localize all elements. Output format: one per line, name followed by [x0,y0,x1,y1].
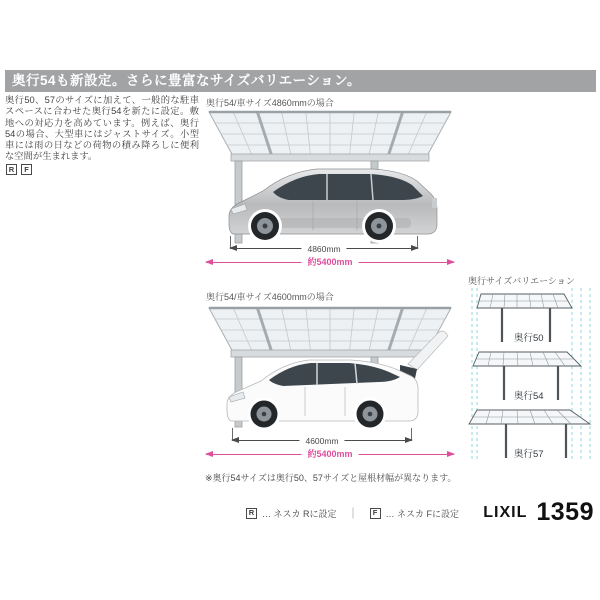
wheel-rear [357,401,384,428]
variation-label-54: 奥行54 [514,391,544,402]
diagram1-caption: 奥行54/車サイズ4860mmの場合 [206,98,334,108]
diagram2-carport-wagon [205,302,455,434]
dimension-car-length-2 [232,436,412,446]
intro-text: 奥行50、57のサイズに加えて、一般的な駐車スペースに合わせた奥行54を新たに設定。敷地への対応力を高めています。例えば、奥行54の場合、大型車にはジャストサイズ。小型車には雨の日などの荷物の積み降ろしに便利な空間が生まれます。 [5,95,199,162]
variation-label-50: 奥行50 [514,333,544,344]
lixil-logo: LIXIL [483,503,528,521]
roof-type-legend [246,505,459,521]
diagram2-caption: 奥行54/車サイズ4600mmの場合 [206,292,334,302]
wheel-rear [365,212,393,240]
page-number: 1359 [536,498,594,526]
legend-text-r: … ネスカ Rに設定 [262,508,337,519]
dimension-car-length-1 [230,244,418,254]
section-banner [5,70,596,92]
depth-guide-lines [472,288,590,462]
footer-brand [483,498,594,527]
legend-badge-r: R [246,508,257,519]
badge-nesca-r: R [6,164,17,175]
variation-label-57: 奥行57 [514,449,544,460]
carport-roof [209,112,451,161]
footnote: ※奥行54サイズは奥行50、57サイズと屋根材幅が異なります。 [205,473,457,483]
car-length-value-2: 4600mm [299,435,344,447]
wheel-front [251,212,279,240]
legend-badge-f: F [370,508,381,519]
section-title: 奥行54も新設定。さらに豊富なサイズバリエーション。 [12,73,362,88]
diagram1-carport-minivan [205,106,455,248]
roof-type-badges [6,164,32,175]
total-length-value-1: 約5400mm [301,256,358,268]
minivan-illustration [229,169,437,243]
total-length-value-2: 約5400mm [301,448,358,460]
dimension-total-length-2 [206,449,454,459]
dimension-total-length-1 [206,257,454,267]
legend-text-f: … ネスカ Fに設定 [385,508,460,519]
wheel-front [251,401,278,428]
legend-separator: ｜ [347,508,359,520]
variation-title: 奥行サイズバリエーション [468,276,575,286]
car-length-value-1: 4860mm [301,243,346,255]
carport-roof [209,308,451,357]
badge-nesca-f: F [21,164,32,175]
